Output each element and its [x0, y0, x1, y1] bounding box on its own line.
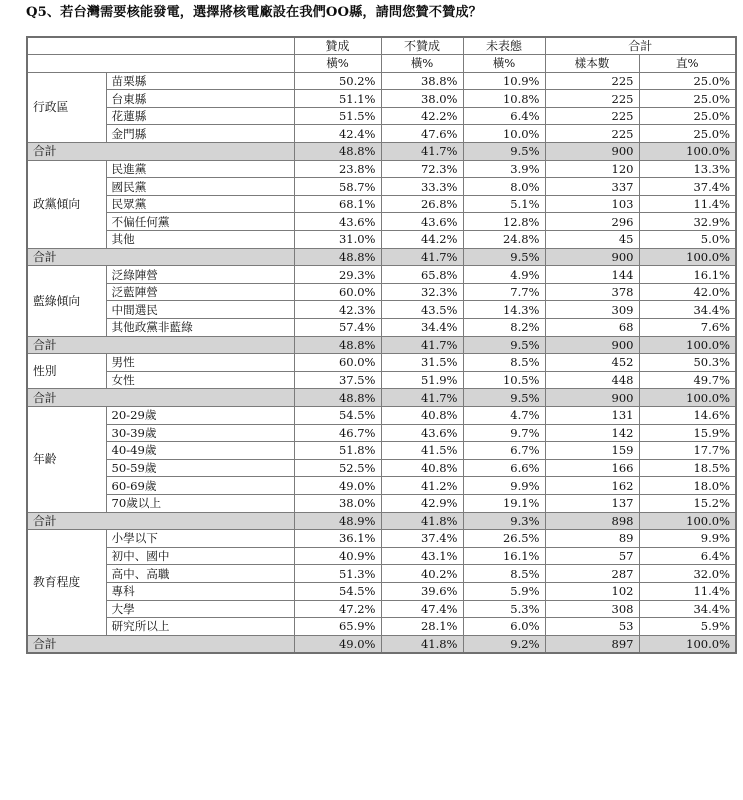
cell-column-pct: 32.9% [639, 213, 736, 231]
cell-undecided-pct: 8.5% [463, 565, 545, 583]
cell-sample-size: 225 [545, 107, 639, 125]
subheader-blank-cell [27, 55, 294, 73]
cell-undecided-pct: 19.1% [463, 494, 545, 512]
cell-agree-pct: 54.5% [294, 582, 381, 600]
total-cell-disagree-pct: 41.7% [381, 143, 463, 161]
crosstab-table-container [26, 36, 735, 654]
cell-disagree-pct: 28.1% [381, 618, 463, 636]
category-label: 高中、高職 [106, 565, 294, 583]
cell-disagree-pct: 26.8% [381, 195, 463, 213]
cell-sample-size: 225 [545, 72, 639, 90]
cell-column-pct: 15.9% [639, 424, 736, 442]
cell-column-pct: 25.0% [639, 72, 736, 90]
table-row [27, 406, 736, 424]
total-cell-disagree-pct: 41.8% [381, 512, 463, 530]
cell-undecided-pct: 8.2% [463, 319, 545, 337]
cell-disagree-pct: 42.9% [381, 494, 463, 512]
total-cell-sample-size: 900 [545, 143, 639, 161]
total-cell-column-pct: 100.0% [639, 143, 736, 161]
cell-sample-size: 452 [545, 354, 639, 372]
subheader-agree-row-pct: 橫% [294, 55, 381, 73]
category-label: 台東縣 [106, 90, 294, 108]
cell-undecided-pct: 12.8% [463, 213, 545, 231]
cell-undecided-pct: 8.5% [463, 354, 545, 372]
category-label: 50-59歲 [106, 459, 294, 477]
group-label-1: 政黨傾向 [27, 160, 106, 248]
group-label-4: 年齡 [27, 406, 106, 512]
cell-sample-size: 53 [545, 618, 639, 636]
group-label-2: 藍綠傾向 [27, 266, 106, 336]
cell-undecided-pct: 6.6% [463, 459, 545, 477]
cell-column-pct: 25.0% [639, 107, 736, 125]
cell-sample-size: 166 [545, 459, 639, 477]
cell-sample-size: 309 [545, 301, 639, 319]
category-label: 花蓮縣 [106, 107, 294, 125]
table-row [27, 371, 736, 389]
cell-disagree-pct: 32.3% [381, 283, 463, 301]
cell-disagree-pct: 43.6% [381, 213, 463, 231]
header-total: 合計 [545, 37, 736, 55]
cell-undecided-pct: 16.1% [463, 547, 545, 565]
total-cell-undecided-pct: 9.3% [463, 512, 545, 530]
table-row [27, 477, 736, 495]
total-cell-undecided-pct: 9.5% [463, 143, 545, 161]
total-cell-agree-pct: 48.9% [294, 512, 381, 530]
cell-sample-size: 287 [545, 565, 639, 583]
table-row [27, 195, 736, 213]
subheader-column-pct: 直% [639, 55, 736, 73]
category-label: 男性 [106, 354, 294, 372]
cell-disagree-pct: 37.4% [381, 530, 463, 548]
cell-undecided-pct: 4.9% [463, 266, 545, 284]
total-cell-undecided-pct: 9.5% [463, 248, 545, 266]
cell-sample-size: 448 [545, 371, 639, 389]
table-total-row [27, 143, 736, 161]
category-label: 民眾黨 [106, 195, 294, 213]
header-undecided: 未表態 [463, 37, 545, 55]
category-label: 40-49歲 [106, 442, 294, 460]
total-cell-disagree-pct: 41.7% [381, 248, 463, 266]
table-row [27, 178, 736, 196]
total-cell-agree-pct: 48.8% [294, 336, 381, 354]
cell-agree-pct: 65.9% [294, 618, 381, 636]
cell-disagree-pct: 34.4% [381, 319, 463, 337]
cell-sample-size: 308 [545, 600, 639, 618]
cell-disagree-pct: 38.0% [381, 90, 463, 108]
category-label: 中間選民 [106, 301, 294, 319]
cell-undecided-pct: 5.1% [463, 195, 545, 213]
total-cell-sample-size: 897 [545, 635, 639, 653]
total-row-label: 合計 [27, 248, 294, 266]
category-label: 不偏任何黨 [106, 213, 294, 231]
category-label: 大學 [106, 600, 294, 618]
category-label: 20-29歲 [106, 406, 294, 424]
table-row [27, 565, 736, 583]
total-cell-column-pct: 100.0% [639, 389, 736, 407]
cell-sample-size: 120 [545, 160, 639, 178]
total-cell-agree-pct: 48.8% [294, 248, 381, 266]
cell-agree-pct: 50.2% [294, 72, 381, 90]
table-row [27, 582, 736, 600]
cell-column-pct: 13.3% [639, 160, 736, 178]
total-row-label: 合計 [27, 389, 294, 407]
cell-agree-pct: 43.6% [294, 213, 381, 231]
table-row [27, 354, 736, 372]
cell-disagree-pct: 40.2% [381, 565, 463, 583]
table-header [27, 37, 736, 72]
cell-agree-pct: 51.3% [294, 565, 381, 583]
cell-agree-pct: 57.4% [294, 319, 381, 337]
category-label: 專科 [106, 582, 294, 600]
cell-sample-size: 68 [545, 319, 639, 337]
cell-agree-pct: 49.0% [294, 477, 381, 495]
cell-undecided-pct: 5.9% [463, 582, 545, 600]
table-row [27, 125, 736, 143]
cell-disagree-pct: 42.2% [381, 107, 463, 125]
category-label: 其他 [106, 231, 294, 249]
cell-undecided-pct: 8.0% [463, 178, 545, 196]
cell-undecided-pct: 4.7% [463, 406, 545, 424]
cell-sample-size: 378 [545, 283, 639, 301]
cell-sample-size: 89 [545, 530, 639, 548]
cell-undecided-pct: 7.7% [463, 283, 545, 301]
cell-agree-pct: 38.0% [294, 494, 381, 512]
cell-disagree-pct: 44.2% [381, 231, 463, 249]
cell-disagree-pct: 47.6% [381, 125, 463, 143]
header-row-subheaders [27, 55, 736, 73]
cell-undecided-pct: 6.0% [463, 618, 545, 636]
total-cell-disagree-pct: 41.7% [381, 389, 463, 407]
cell-undecided-pct: 5.3% [463, 600, 545, 618]
cell-agree-pct: 52.5% [294, 459, 381, 477]
category-label: 30-39歲 [106, 424, 294, 442]
cell-column-pct: 14.6% [639, 406, 736, 424]
cell-agree-pct: 23.8% [294, 160, 381, 178]
cell-sample-size: 225 [545, 125, 639, 143]
category-label: 民進黨 [106, 160, 294, 178]
cell-sample-size: 144 [545, 266, 639, 284]
category-label: 70歲以上 [106, 494, 294, 512]
cell-column-pct: 34.4% [639, 600, 736, 618]
cell-column-pct: 34.4% [639, 301, 736, 319]
cell-column-pct: 11.4% [639, 195, 736, 213]
table-row [27, 160, 736, 178]
total-cell-agree-pct: 48.8% [294, 389, 381, 407]
total-cell-sample-size: 898 [545, 512, 639, 530]
subheader-disagree-row-pct: 橫% [381, 55, 463, 73]
cell-sample-size: 103 [545, 195, 639, 213]
table-row [27, 266, 736, 284]
cell-column-pct: 17.7% [639, 442, 736, 460]
category-label: 初中、國中 [106, 547, 294, 565]
cell-column-pct: 25.0% [639, 90, 736, 108]
subheader-undecided-row-pct: 橫% [463, 55, 545, 73]
cell-column-pct: 5.9% [639, 618, 736, 636]
cell-undecided-pct: 10.8% [463, 90, 545, 108]
group-label-5: 教育程度 [27, 530, 106, 636]
cell-sample-size: 159 [545, 442, 639, 460]
cell-column-pct: 32.0% [639, 565, 736, 583]
category-label: 苗栗縣 [106, 72, 294, 90]
total-cell-undecided-pct: 9.5% [463, 389, 545, 407]
total-cell-sample-size: 900 [545, 248, 639, 266]
cell-agree-pct: 37.5% [294, 371, 381, 389]
header-disagree: 不贊成 [381, 37, 463, 55]
table-row [27, 231, 736, 249]
cell-disagree-pct: 65.8% [381, 266, 463, 284]
table-row [27, 424, 736, 442]
cell-undecided-pct: 10.5% [463, 371, 545, 389]
cell-disagree-pct: 43.6% [381, 424, 463, 442]
cell-column-pct: 11.4% [639, 582, 736, 600]
cell-disagree-pct: 40.8% [381, 459, 463, 477]
page-title: Q5、若台灣需要核能發電，選擇將核電廠設在我們OO縣，請問您贊不贊成？ [26, 5, 482, 20]
table-total-row [27, 248, 736, 266]
cell-sample-size: 137 [545, 494, 639, 512]
table-row [27, 459, 736, 477]
cell-column-pct: 25.0% [639, 125, 736, 143]
total-row-label: 合計 [27, 512, 294, 530]
category-label: 女性 [106, 371, 294, 389]
cell-disagree-pct: 38.8% [381, 72, 463, 90]
table-row [27, 90, 736, 108]
total-cell-disagree-pct: 41.7% [381, 336, 463, 354]
total-row-label: 合計 [27, 635, 294, 653]
cell-column-pct: 9.9% [639, 530, 736, 548]
cell-sample-size: 337 [545, 178, 639, 196]
cell-agree-pct: 42.3% [294, 301, 381, 319]
category-label: 泛藍陣營 [106, 283, 294, 301]
cell-agree-pct: 47.2% [294, 600, 381, 618]
table-row [27, 213, 736, 231]
cell-column-pct: 6.4% [639, 547, 736, 565]
header-blank-cell [27, 37, 294, 55]
cell-disagree-pct: 41.2% [381, 477, 463, 495]
cell-agree-pct: 29.3% [294, 266, 381, 284]
cell-sample-size: 102 [545, 582, 639, 600]
cell-undecided-pct: 10.9% [463, 72, 545, 90]
cell-undecided-pct: 24.8% [463, 231, 545, 249]
total-row-label: 合計 [27, 336, 294, 354]
total-cell-column-pct: 100.0% [639, 248, 736, 266]
total-cell-column-pct: 100.0% [639, 635, 736, 653]
table-total-row [27, 336, 736, 354]
table-total-row [27, 635, 736, 653]
cell-disagree-pct: 72.3% [381, 160, 463, 178]
table-row [27, 600, 736, 618]
category-label: 60-69歲 [106, 477, 294, 495]
cell-sample-size: 57 [545, 547, 639, 565]
total-cell-agree-pct: 49.0% [294, 635, 381, 653]
category-label: 其他政黨非藍綠 [106, 319, 294, 337]
subheader-sample-size: 樣本數 [545, 55, 639, 73]
table-row [27, 107, 736, 125]
cell-sample-size: 142 [545, 424, 639, 442]
cell-disagree-pct: 43.5% [381, 301, 463, 319]
cell-column-pct: 18.5% [639, 459, 736, 477]
category-label: 國民黨 [106, 178, 294, 196]
cell-disagree-pct: 31.5% [381, 354, 463, 372]
cell-sample-size: 45 [545, 231, 639, 249]
cell-agree-pct: 36.1% [294, 530, 381, 548]
table-row [27, 547, 736, 565]
group-label-0: 行政區 [27, 72, 106, 142]
cell-agree-pct: 46.7% [294, 424, 381, 442]
table-body [27, 72, 736, 653]
cell-agree-pct: 51.8% [294, 442, 381, 460]
table-row [27, 72, 736, 90]
cell-agree-pct: 60.0% [294, 283, 381, 301]
cell-disagree-pct: 33.3% [381, 178, 463, 196]
cell-sample-size: 162 [545, 477, 639, 495]
table-row [27, 283, 736, 301]
cell-agree-pct: 60.0% [294, 354, 381, 372]
header-agree: 贊成 [294, 37, 381, 55]
total-cell-column-pct: 100.0% [639, 512, 736, 530]
cell-agree-pct: 40.9% [294, 547, 381, 565]
total-cell-sample-size: 900 [545, 389, 639, 407]
cell-disagree-pct: 39.6% [381, 582, 463, 600]
cell-disagree-pct: 43.1% [381, 547, 463, 565]
cell-agree-pct: 51.5% [294, 107, 381, 125]
cell-column-pct: 7.6% [639, 319, 736, 337]
crosstab-table [26, 36, 737, 654]
cell-undecided-pct: 6.4% [463, 107, 545, 125]
category-label: 小學以下 [106, 530, 294, 548]
table-total-row [27, 512, 736, 530]
total-row-label: 合計 [27, 143, 294, 161]
cell-disagree-pct: 51.9% [381, 371, 463, 389]
total-cell-agree-pct: 48.8% [294, 143, 381, 161]
cell-column-pct: 16.1% [639, 266, 736, 284]
total-cell-sample-size: 900 [545, 336, 639, 354]
cell-undecided-pct: 9.7% [463, 424, 545, 442]
cell-column-pct: 49.7% [639, 371, 736, 389]
cell-column-pct: 42.0% [639, 283, 736, 301]
cell-undecided-pct: 9.9% [463, 477, 545, 495]
cell-agree-pct: 31.0% [294, 231, 381, 249]
table-row [27, 530, 736, 548]
cell-column-pct: 18.0% [639, 477, 736, 495]
category-label: 泛綠陣營 [106, 266, 294, 284]
cell-column-pct: 37.4% [639, 178, 736, 196]
cell-undecided-pct: 10.0% [463, 125, 545, 143]
total-cell-undecided-pct: 9.2% [463, 635, 545, 653]
table-total-row [27, 389, 736, 407]
cell-undecided-pct: 26.5% [463, 530, 545, 548]
cell-sample-size: 131 [545, 406, 639, 424]
total-cell-disagree-pct: 41.8% [381, 635, 463, 653]
table-row [27, 301, 736, 319]
cell-agree-pct: 54.5% [294, 406, 381, 424]
cell-column-pct: 15.2% [639, 494, 736, 512]
cell-undecided-pct: 3.9% [463, 160, 545, 178]
cell-agree-pct: 58.7% [294, 178, 381, 196]
cell-column-pct: 5.0% [639, 231, 736, 249]
cell-agree-pct: 42.4% [294, 125, 381, 143]
category-label: 研究所以上 [106, 618, 294, 636]
table-row [27, 442, 736, 460]
table-row [27, 319, 736, 337]
cell-sample-size: 225 [545, 90, 639, 108]
cell-agree-pct: 68.1% [294, 195, 381, 213]
table-row [27, 618, 736, 636]
cell-column-pct: 50.3% [639, 354, 736, 372]
cell-disagree-pct: 47.4% [381, 600, 463, 618]
category-label: 金門縣 [106, 125, 294, 143]
cell-agree-pct: 51.1% [294, 90, 381, 108]
cell-disagree-pct: 40.8% [381, 406, 463, 424]
cell-disagree-pct: 41.5% [381, 442, 463, 460]
table-row [27, 494, 736, 512]
cell-sample-size: 296 [545, 213, 639, 231]
total-cell-undecided-pct: 9.5% [463, 336, 545, 354]
total-cell-column-pct: 100.0% [639, 336, 736, 354]
group-label-3: 性別 [27, 354, 106, 389]
header-row-groups [27, 37, 736, 55]
cell-undecided-pct: 14.3% [463, 301, 545, 319]
cell-undecided-pct: 6.7% [463, 442, 545, 460]
